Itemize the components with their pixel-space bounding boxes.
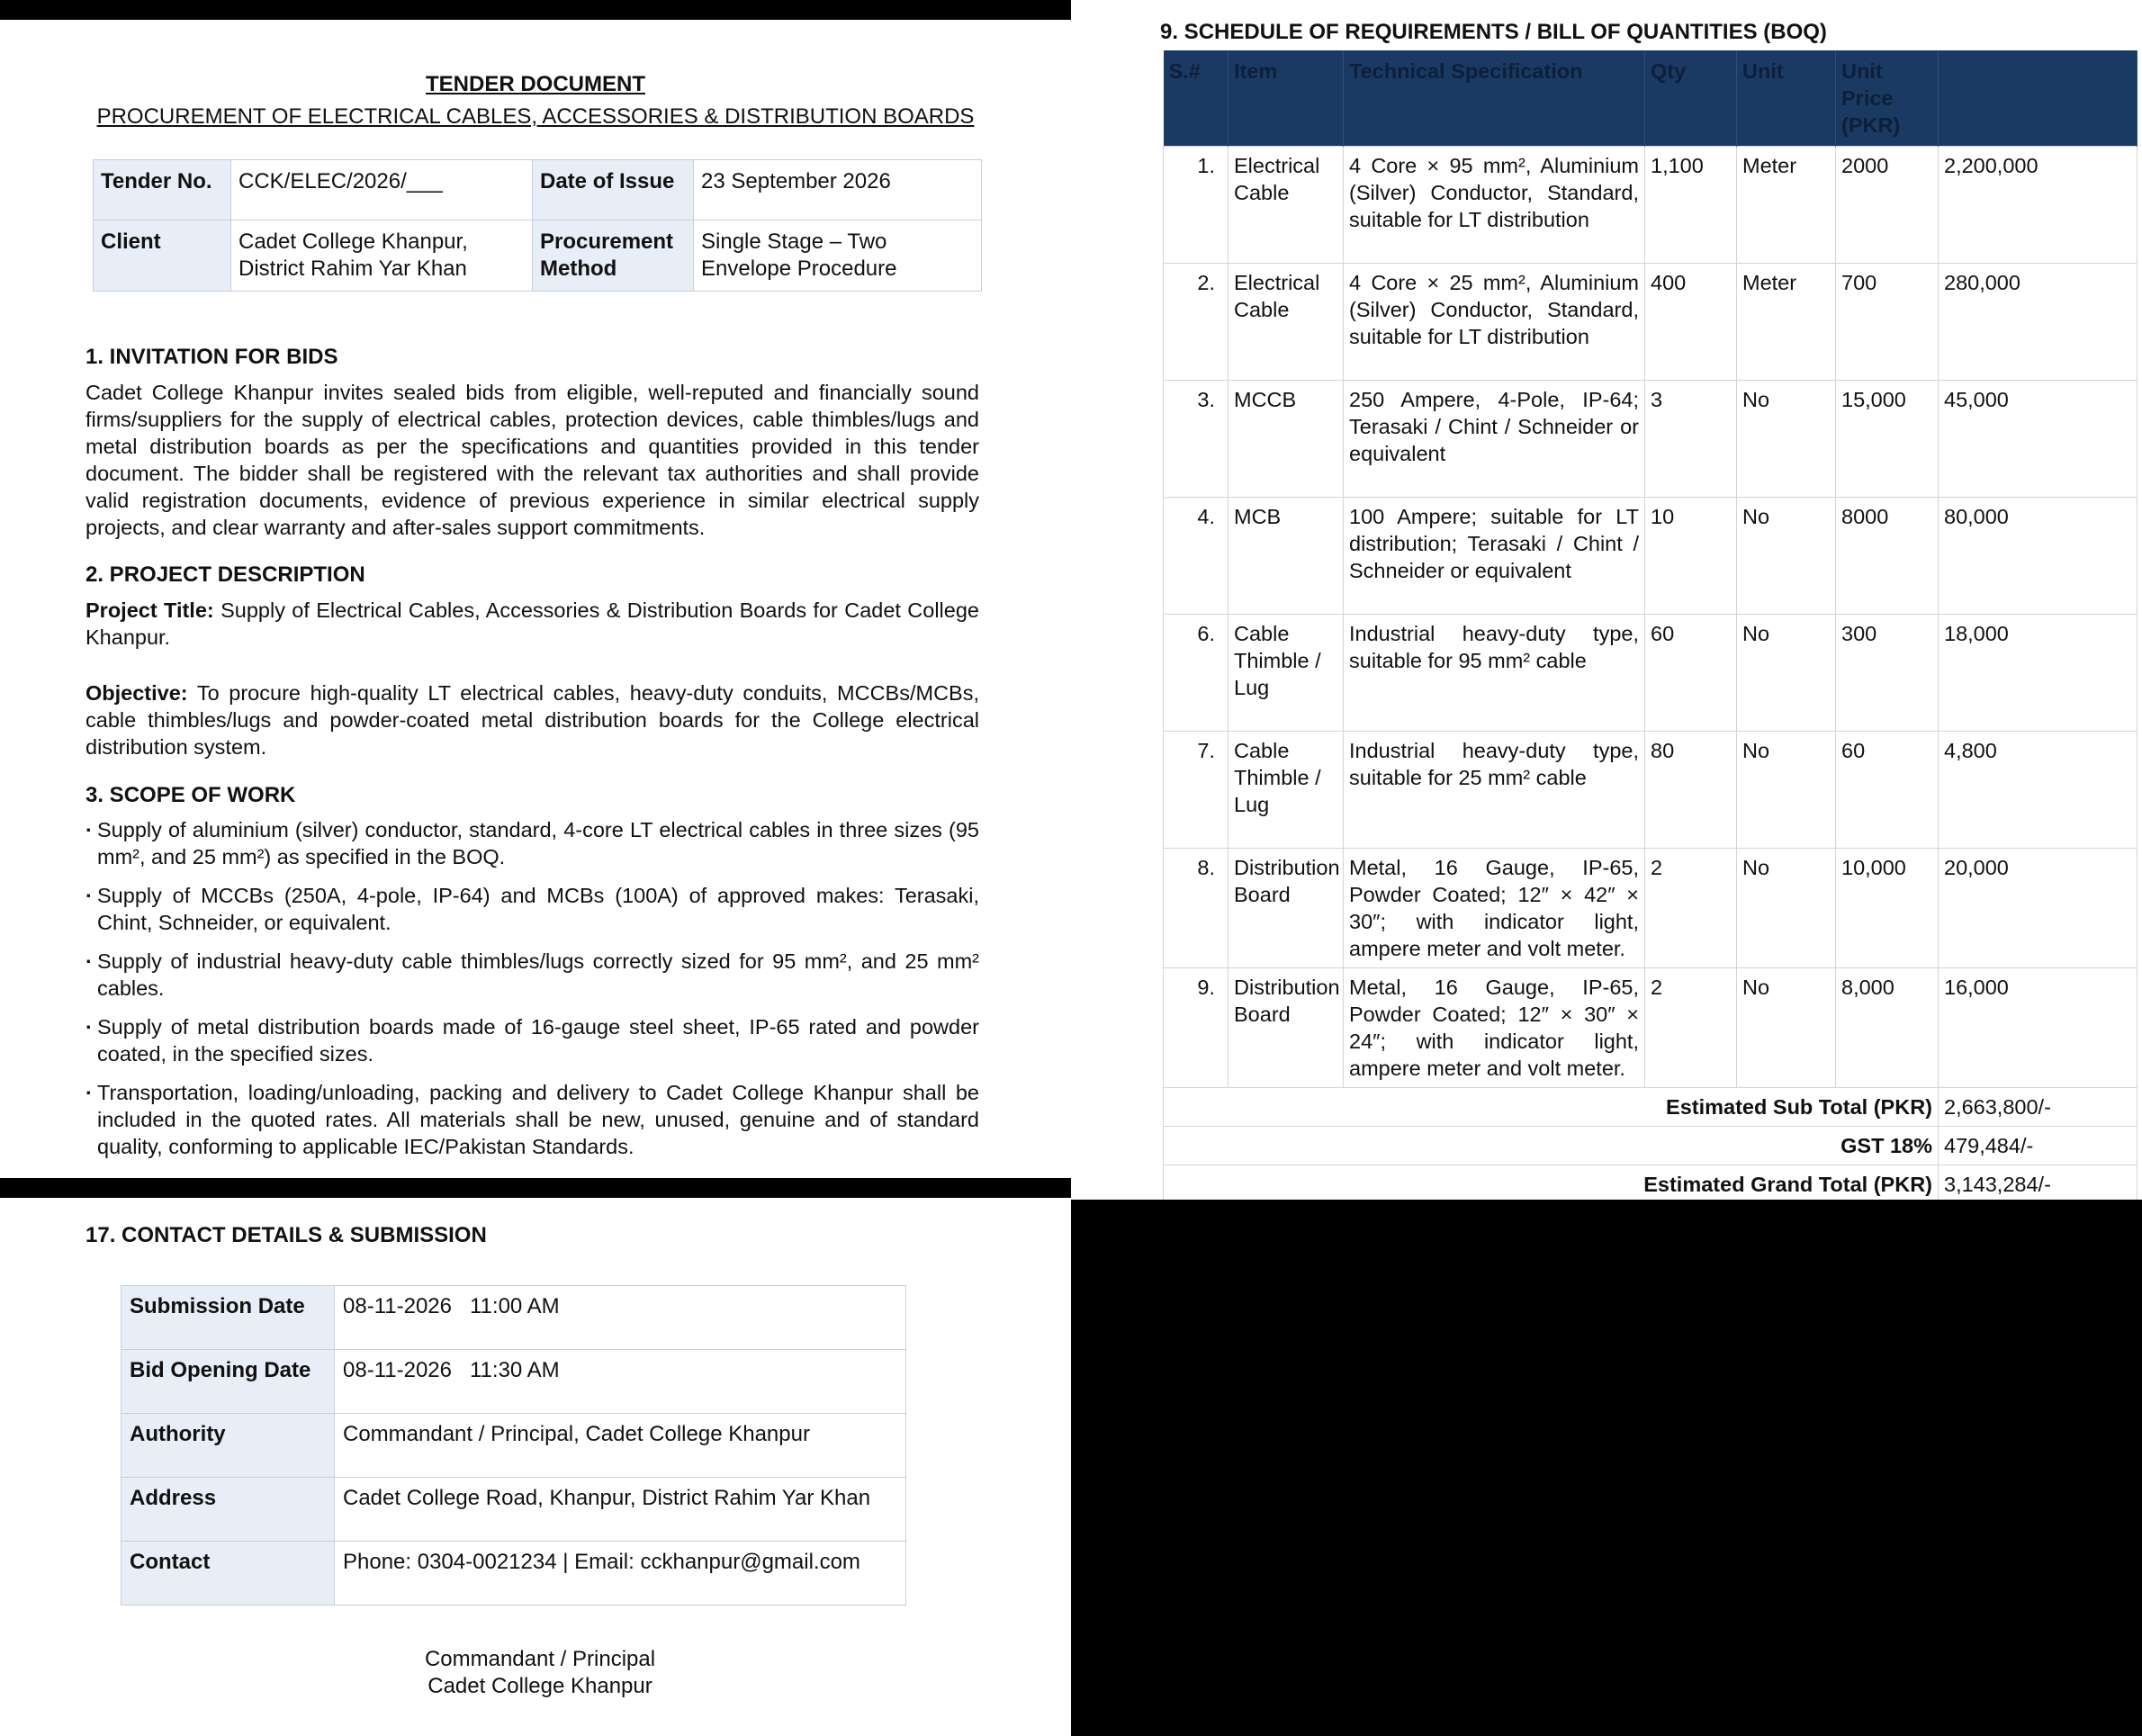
project-title-text: Supply of Electrical Cables, Accessories & Distribution Boards for Cadet College Khanpur. [86,598,979,649]
cell-item: Cable Thimble / Lug [1228,615,1344,732]
total-row [1164,1165,2138,1201]
cell-spec: Metal, 16 Gauge, IP-65, Powder Coated; 12″ × 30″ × 24″; with indicator light, ampere meter and volt meter. [1344,968,1645,1088]
project-objective [86,679,979,760]
grand-total-value: 3,143,284/- [1939,1165,2138,1201]
client-line: District Rahim Yar Khan [238,256,467,281]
cell-unit: No [1737,968,1836,1088]
contact-label: Submission Date [122,1286,335,1350]
cell-item: MCCB [1228,381,1344,498]
boq-page [1071,0,2142,1200]
objective-text: To procure high-quality LT electrical cables, heavy-duty conduits, MCCBs/MCBs, cable thimbles/lugs and powder-coated metal distribution boards for the College electrical distribution system. [86,681,979,759]
scope-heading: 3. SCOPE OF WORK [86,783,296,807]
column-header: Item [1228,50,1344,147]
cell-sn: 1. [1164,147,1228,264]
table-row [1164,732,2138,849]
cell-unit: Meter [1737,264,1836,381]
tender-info-table [93,159,982,292]
total-row [1164,1088,2138,1127]
cell-total: 45,000 [1939,381,2138,498]
boq-body [1164,147,2138,1201]
cell-qty: 1,100 [1645,147,1737,264]
cell-item: Electrical Cable [1228,147,1344,264]
cell-qty: 2 [1645,849,1737,968]
cell-sn: 7. [1164,732,1228,849]
project-heading: 2. PROJECT DESCRIPTION [86,562,365,587]
contact-value: Cadet College Road, Khanpur, District Rahim Yar Khan [335,1478,906,1542]
invitation-text: Cadet College Khanpur invites sealed bids from eligible, well-reputed and financially sound firms/suppliers for the supply of electrical cables, protection devices, cable thimbles/lugs and metal distribution boards as per the specifications and quantities provided in this tender document. The bidder shall be registered with the relevant tax authorities and shall provide valid registration documents, evidence of previous experience in similar electrical supply projects, and clear warranty and after-sales support commitments. [86,381,979,539]
table-row [1164,381,2138,498]
table-header-row [1164,50,2138,147]
table-row [1164,968,2138,1088]
boq-heading: 9. SCHEDULE OF REQUIREMENTS / BILL OF QUANTITIES (BOQ) [1160,20,1827,44]
project-title [86,597,979,651]
cell-spec: Metal, 16 Gauge, IP-65, Powder Coated; 12″ × 42″ × 30″; with indicator light, ampere meter and volt meter. [1344,849,1645,968]
cell-item: Distribution Board [1228,849,1344,968]
list-item: · Supply of metal distribution boards made of 16-gauge steel sheet, IP-65 rated and powder coated, in the specified sizes. [86,1013,979,1067]
boq-table [1163,50,2138,1200]
cell-qty: 3 [1645,381,1737,498]
contact-heading: 17. CONTACT DETAILS & SUBMISSION [86,1223,487,1247]
project-title-label: Project Title: [86,598,214,622]
table-row [94,160,982,220]
cell-spec: Industrial heavy-duty type, suitable for 95 mm² cable [1344,615,1645,732]
cell-qty: 2 [1645,968,1737,1088]
column-header: Unit [1737,50,1836,147]
cell-spec: 4 Core × 95 mm², Aluminium (Silver) Conductor, Standard, suitable for LT distribution [1344,147,1645,264]
method-value [694,220,982,292]
tender-no-value: CCK/ELEC/2026/___ [231,160,533,220]
cell-item: MCB [1228,498,1344,615]
cell-item: Distribution Board [1228,968,1344,1088]
date-label: Date of Issue [533,160,694,220]
column-header: S.# [1164,50,1228,147]
document-subheading: PROCUREMENT OF ELECTRICAL CABLES, ACCESSORIES & DISTRIBUTION BOARDS [96,104,975,129]
cell-total: 16,000 [1939,968,2138,1088]
cell-total: 18,000 [1939,615,2138,732]
method-label-line: Method [540,256,617,281]
table-row [1164,615,2138,732]
table-row [122,1478,906,1542]
cell-total: 80,000 [1939,498,2138,615]
contact-value: Commandant / Principal, Cadet College Khanpur [335,1414,906,1478]
cell-item: Electrical Cable [1228,264,1344,381]
subtotal-label: Estimated Sub Total (PKR) [1164,1088,1939,1127]
signature-title: Commandant / Principal [424,1647,656,1671]
column-header: Qty [1645,50,1737,147]
list-item: · Supply of MCCBs (250A, 4-pole, IP-64) and MCBs (100A) of approved makes: Terasaki, Chint, Schneider, or equivalent. [86,882,979,936]
contact-label: Address [122,1478,335,1542]
cell-item: Cable Thimble / Lug [1228,732,1344,849]
cell-spec: Industrial heavy-duty type, suitable for 25 mm² cable [1344,732,1645,849]
contact-value: Phone: 0304-0021234 | Email: cckhanpur@gmail.com [335,1542,906,1606]
cell-qty: 80 [1645,732,1737,849]
table-row [122,1350,906,1414]
table-row [94,220,982,292]
list-item: · Supply of industrial heavy-duty cable thimbles/lugs correctly sized for 95 mm², and 25 mm² cables. [86,948,979,1002]
cell-qty: 60 [1645,615,1737,732]
cell-price: 700 [1836,264,1939,381]
table-row [1164,147,2138,264]
column-header: Unit Price (PKR) [1836,50,1939,147]
cell-price: 60 [1836,732,1939,849]
cell-sn: 4. [1164,498,1228,615]
cell-unit: No [1737,381,1836,498]
cell-spec: 100 Ampere; suitable for LT distribution; Terasaki / Chint / Schneider or equivalent [1344,498,1645,615]
contact-value: 08-11-2026 11:30 AM [335,1350,906,1414]
cell-total: 4,800 [1939,732,2138,849]
cell-qty: 400 [1645,264,1737,381]
total-row [1164,1127,2138,1165]
cell-sn: 9. [1164,968,1228,1088]
cell-total: 280,000 [1939,264,2138,381]
table-row [122,1542,906,1606]
cell-spec: 4 Core × 25 mm², Aluminium (Silver) Conductor, Standard, suitable for LT distribution [1344,264,1645,381]
invitation-heading: 1. INVITATION FOR BIDS [86,345,338,369]
cell-unit: No [1737,615,1836,732]
cell-qty: 10 [1645,498,1737,615]
contact-page [0,1198,1071,1736]
cell-spec: 250 Ampere, 4-Pole, IP-64; Terasaki / Chint / Schneider or equivalent [1344,381,1645,498]
column-header: Technical Specification [1344,50,1645,147]
signature-org: Cadet College Khanpur [428,1674,652,1698]
cell-price: 10,000 [1836,849,1939,968]
list-item: · Supply of aluminium (silver) conductor, standard, 4-core LT electrical cables in three sizes (95 mm², and 25 mm²) as specified in the BOQ. [86,816,979,870]
cell-sn: 3. [1164,381,1228,498]
contact-label: Authority [122,1414,335,1478]
table-row [1164,498,2138,615]
contact-table [121,1285,906,1606]
cell-price: 300 [1836,615,1939,732]
document-heading: TENDER DOCUMENT [426,72,645,96]
date-value: 23 September 2026 [694,160,982,220]
gst-value: 479,484/- [1939,1127,2138,1165]
method-label [533,220,694,292]
cell-total: 20,000 [1939,849,2138,968]
tender-no-label: Tender No. [94,160,231,220]
cell-price: 8,000 [1836,968,1939,1088]
cell-sn: 2. [1164,264,1228,381]
client-label: Client [94,220,231,292]
cell-sn: 8. [1164,849,1228,968]
cell-unit: No [1737,498,1836,615]
contact-label: Contact [122,1542,335,1606]
scope-list [86,816,979,1172]
cell-price: 15,000 [1836,381,1939,498]
subtotal-value: 2,663,800/- [1939,1088,2138,1127]
contact-value: 08-11-2026 11:00 AM [335,1286,906,1350]
grand-total-label: Estimated Grand Total (PKR) [1164,1165,1939,1201]
objective-label: Objective: [86,681,188,705]
column-header [1939,50,2138,147]
client-line: Cadet College Khanpur, [238,229,468,254]
table-row [1164,264,2138,381]
cell-price: 2000 [1836,147,1939,264]
cell-unit: Meter [1737,147,1836,264]
method-line: Envelope Procedure [701,256,897,281]
gst-label: GST 18% [1164,1127,1939,1165]
method-label-line: Procurement [540,229,674,254]
list-item: · Transportation, loading/unloading, packing and delivery to Cadet College Khanpur shall be included in the quoted rates. All materials shall be new, unused, genuine and of standard quality, conforming to applicable IEC/Pakistan Standards. [86,1079,979,1160]
tender-page [0,20,1071,1178]
table-row [122,1414,906,1478]
method-line: Single Stage – Two [701,229,887,254]
contact-label: Bid Opening Date [122,1350,335,1414]
client-value [231,220,533,292]
cell-total: 2,200,000 [1939,147,2138,264]
table-row [1164,849,2138,968]
cell-unit: No [1737,732,1836,849]
cell-price: 8000 [1836,498,1939,615]
cell-unit: No [1737,849,1836,968]
table-row [122,1286,906,1350]
cell-sn: 6. [1164,615,1228,732]
